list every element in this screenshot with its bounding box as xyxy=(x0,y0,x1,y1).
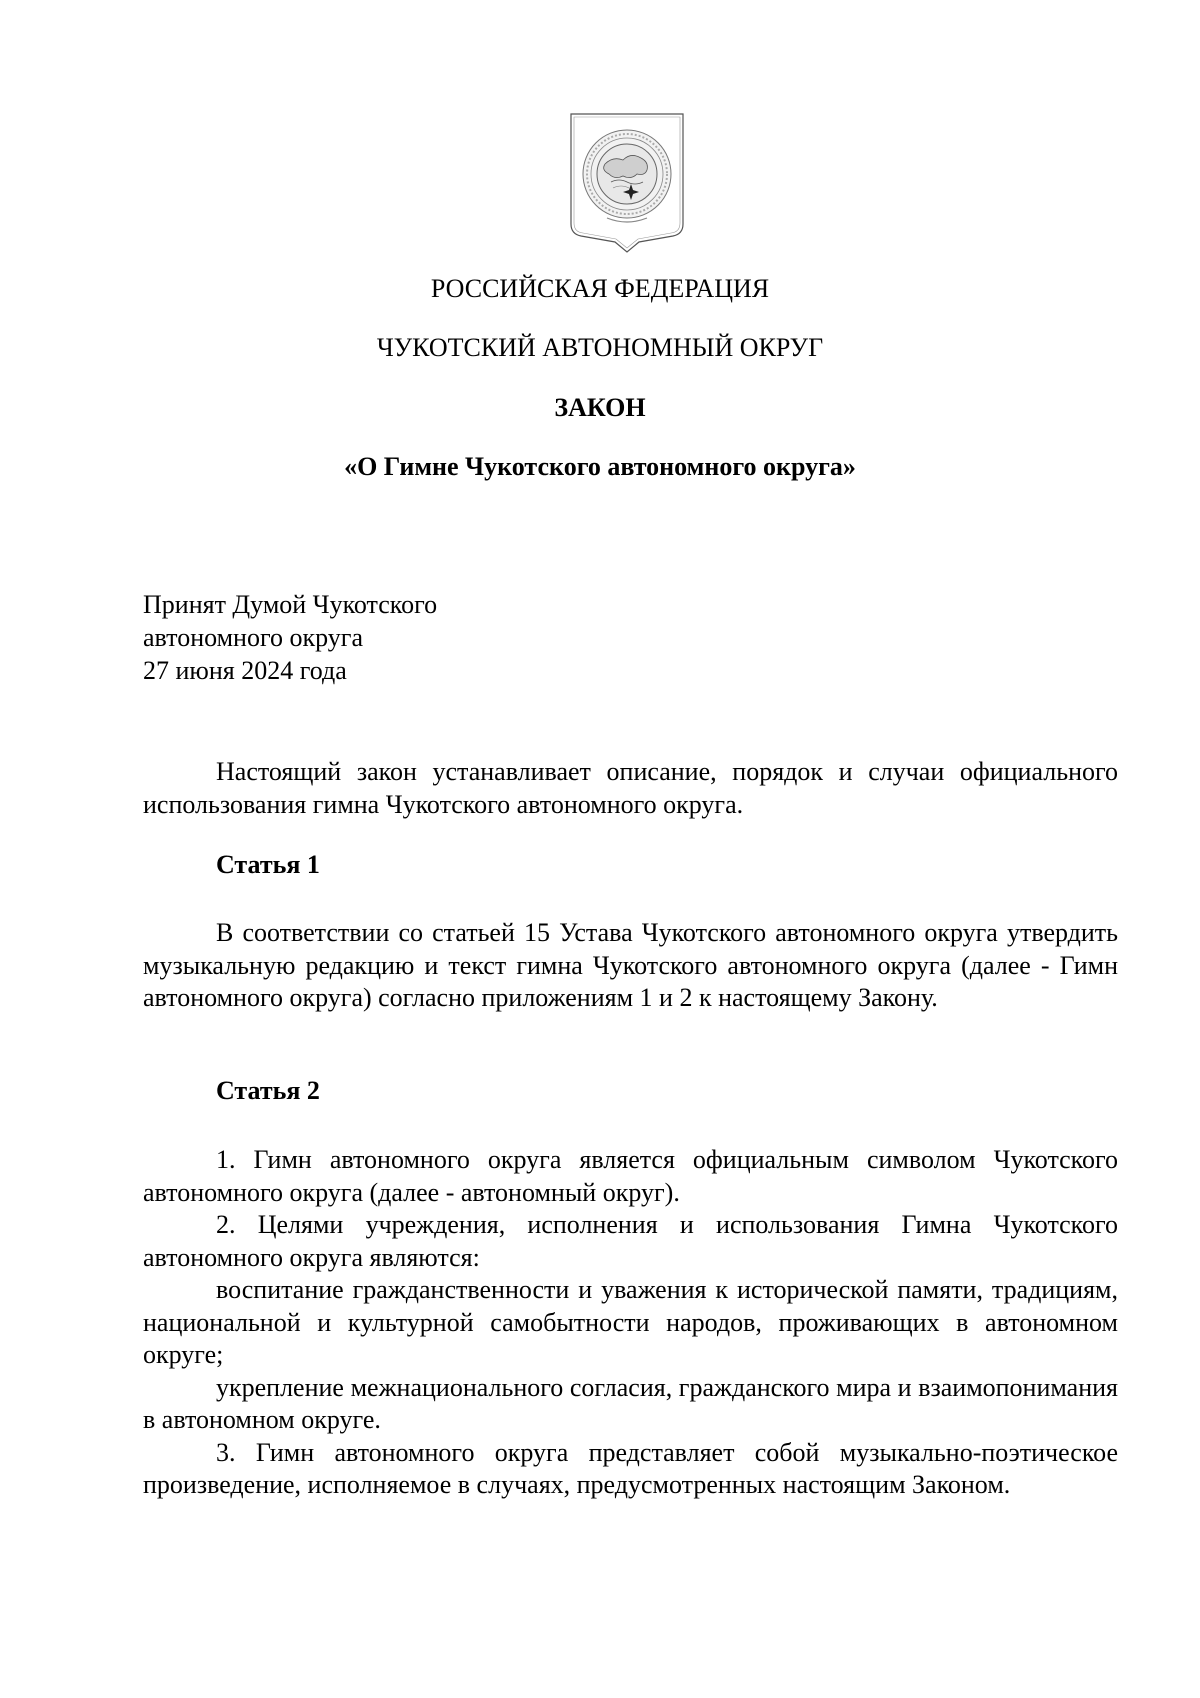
article-2-paragraph-3: воспитание гражданственности и уважения к исторической памяти, традициям, национальной и культурной самобытности народов, проживающих в автономном округе; xyxy=(143,1275,1118,1369)
article-2-heading: Статья 2 xyxy=(216,1076,320,1105)
article-1-heading: Статья 1 xyxy=(216,850,320,879)
preamble-block xyxy=(143,756,1118,821)
document-type: ЗАКОН xyxy=(554,393,646,422)
adoption-line-3: 27 июня 2024 года xyxy=(143,656,347,685)
article-2-paragraph-4: укрепление межнационального согласия, гражданского мира и взаимопонимания в автономном округе. xyxy=(143,1372,1118,1434)
coat-of-arms-icon xyxy=(567,112,687,260)
article-1-body xyxy=(143,917,1118,1015)
article-2-paragraph-2: 2. Целями учреждения, исполнения и использования Гимна Чукотского автономного округа являются: xyxy=(143,1210,1118,1272)
article-1-paragraph: В соответствии со статьей 15 Устава Чукотского автономного округа утвердить музыкальную редакцию и текст гимна Чукотского автономного округа (далее - Гимн автономного округа) согласно приложениям 1 и 2 к настоящему Закону. xyxy=(143,918,1118,1012)
region-name: ЧУКОТСКИЙ АВТОНОМНЫЙ ОКРУГ xyxy=(376,333,824,362)
adoption-line-2: автономного округа xyxy=(143,623,363,652)
document-title: «О Гимне Чукотского автономного округа» xyxy=(344,452,856,481)
preamble-paragraph: Настоящий закон устанавливает описание, порядок и случаи официального использования гимна Чукотского автономного округа. xyxy=(143,757,1118,819)
country-name: РОССИЙСКАЯ ФЕДЕРАЦИЯ xyxy=(430,274,770,303)
adoption-info xyxy=(143,588,437,687)
article-2-paragraph-1: 1. Гимн автономного округа является официальным символом Чукотского автономного округа (далее - автономный округ). xyxy=(143,1145,1118,1207)
adoption-line-1: Принят Думой Чукотского xyxy=(143,590,438,619)
article-2-paragraph-5: 3. Гимн автономного округа представляет собой музыкально-поэтическое произведение, исполняемое в случаях, предусмотренных настоящим Законом. xyxy=(143,1437,1118,1499)
article-2-body xyxy=(143,1144,1118,1502)
